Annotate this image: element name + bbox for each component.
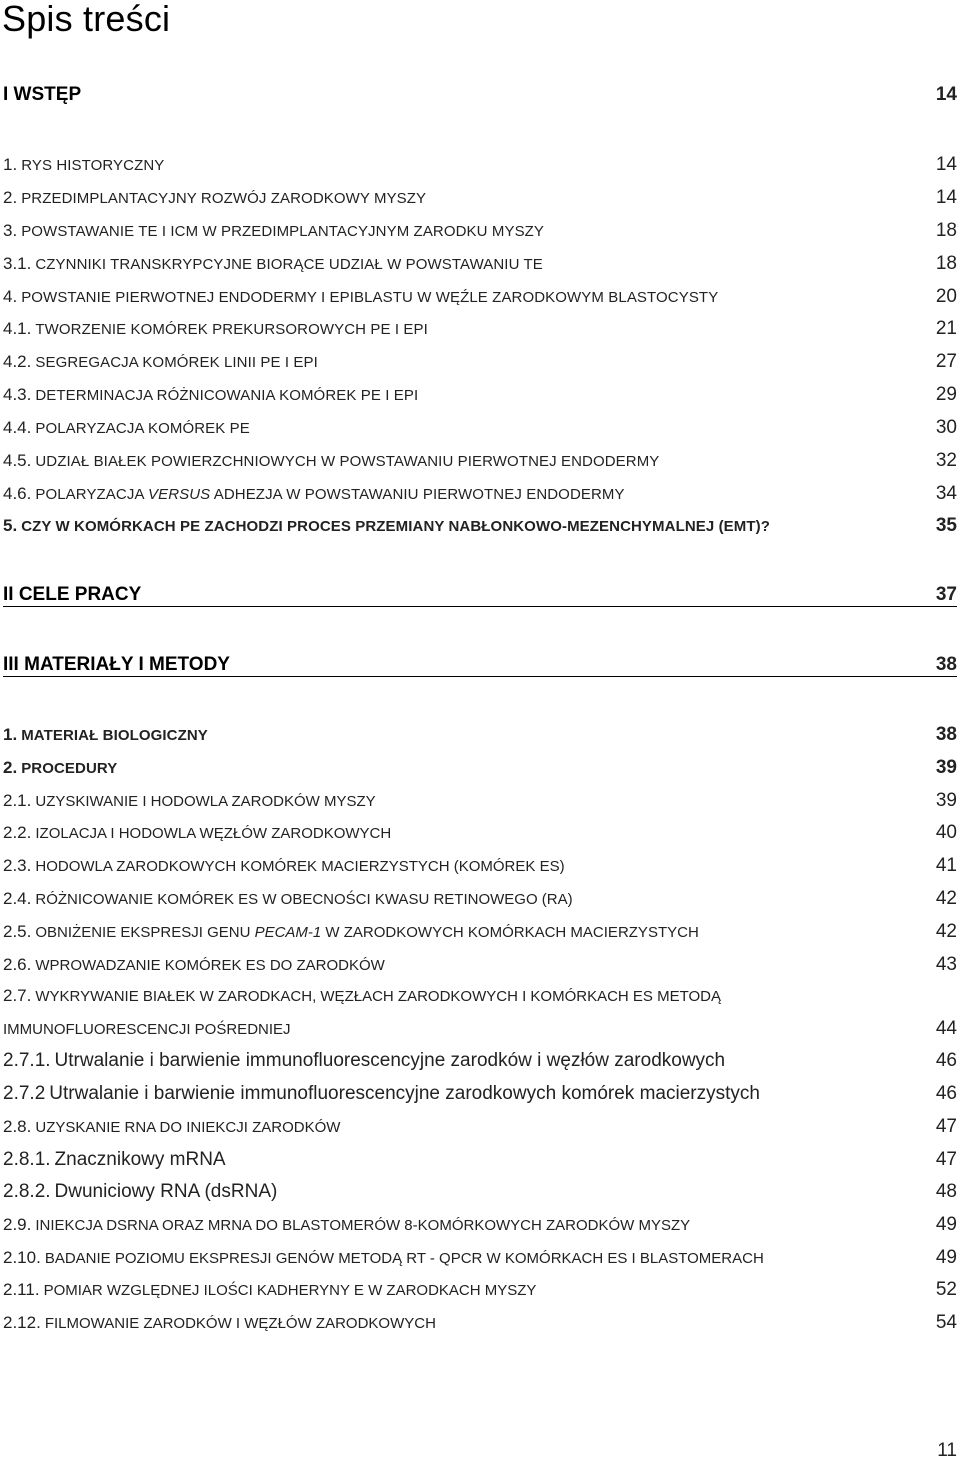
toc-part-3[interactable] — [3, 654, 957, 677]
toc-page-number: 14 — [935, 84, 957, 105]
toc-number: 2.6. — [3, 955, 32, 974]
toc-title: W ZARODKOWYCH KOMÓRKACH MACIERZYSTYCH — [321, 924, 699, 941]
toc-title: POLARYZACJA KOMÓREK PE — [35, 420, 250, 437]
toc-entry[interactable] — [3, 384, 957, 406]
toc-entry[interactable] — [3, 154, 957, 176]
toc-number: 4.6. — [3, 484, 32, 503]
toc-title: MATERIAŁ BIOLOGICZNY — [21, 727, 208, 744]
toc-number: 2.7. — [3, 986, 32, 1005]
toc-entry[interactable] — [3, 483, 957, 505]
toc-page-number: 54 — [935, 1312, 957, 1333]
toc-title: Znacznikowy mRNA — [54, 1149, 226, 1170]
toc-page-number: 21 — [935, 318, 957, 339]
toc-number: 2.2. — [3, 823, 32, 842]
toc-number: 4. — [3, 287, 18, 306]
toc-number: 2.9. — [3, 1215, 32, 1234]
toc-number: 2.8.1. — [3, 1149, 51, 1170]
toc-title: HODOWLA ZARODKOWYCH KOMÓREK MACIERZYSTYCH (KOMÓREK ES) — [35, 858, 565, 875]
toc-number: 2.3. — [3, 856, 32, 875]
toc-number: 1. — [3, 725, 18, 744]
toc-entry[interactable] — [3, 1279, 957, 1301]
toc-page-number: 43 — [935, 954, 957, 975]
toc-entry[interactable] — [3, 1181, 957, 1203]
toc-title: IZOLACJA I HODOWLA WĘZŁÓW ZARODKOWYCH — [35, 825, 392, 842]
toc-title: OBNIŻENIE EKSPRESJI GENU — [35, 924, 255, 941]
toc-entry[interactable] — [3, 318, 957, 340]
toc-entry[interactable] — [3, 855, 957, 877]
toc-entry[interactable] — [3, 757, 957, 779]
toc-entry[interactable] — [3, 1050, 957, 1072]
toc-page-number: 42 — [935, 888, 957, 909]
toc-page-number: 14 — [935, 187, 957, 208]
toc-title: RÓŻNICOWANIE KOMÓREK ES W OBECNOŚCI KWASU RETINOWEGO (RA) — [35, 891, 573, 908]
toc-page-number: 14 — [935, 154, 957, 175]
toc-title: ADHEZJA W POWSTAWANIU PIERWOTNEJ ENDODERMY — [210, 486, 625, 503]
toc-entry-continuation[interactable] — [3, 1018, 957, 1040]
page-title: Spis treści — [2, 0, 171, 39]
toc-part-label: I WSTĘP — [3, 84, 82, 105]
toc-page-number: 48 — [935, 1181, 957, 1202]
toc-entry[interactable] — [3, 822, 957, 844]
toc-title: BADANIE POZIOMU EKSPRESJI GENÓW METODĄ RT - QPCR W KOMÓRKACH ES I BLASTOMERACH — [44, 1250, 764, 1267]
toc-page-number: 37 — [935, 584, 957, 605]
toc-page-number: 20 — [935, 286, 957, 307]
toc-number: 4.3. — [3, 385, 32, 404]
toc-number: 2.4. — [3, 889, 32, 908]
toc-number: 3. — [3, 221, 18, 240]
toc-page-number: 32 — [935, 450, 957, 471]
toc-number: 4.5. — [3, 451, 32, 470]
toc-page-number: 41 — [935, 855, 957, 876]
toc-page-number: 47 — [935, 1116, 957, 1137]
toc-entry[interactable] — [3, 921, 957, 943]
toc-page-number: 34 — [935, 483, 957, 504]
page-number: 11 — [937, 1440, 957, 1461]
toc-title: Utrwalanie i barwienie immunofluorescencyjne zarodkowych komórek macierzystych — [49, 1083, 760, 1104]
toc-page-number: 29 — [935, 384, 957, 405]
toc-entry[interactable] — [3, 351, 957, 373]
toc-title: IMMUNOFLUORESCENCJI POŚREDNIEJ — [3, 1021, 291, 1038]
toc-entry[interactable] — [3, 1083, 957, 1105]
toc-number: 2.1. — [3, 791, 32, 810]
toc-page-number: 46 — [935, 1083, 957, 1104]
toc-page-number: 49 — [935, 1247, 957, 1268]
toc-page-number: 47 — [935, 1149, 957, 1170]
toc-page-number: 40 — [935, 822, 957, 843]
toc-number: 3.1. — [3, 254, 32, 273]
toc-title: INIEKCJA DSRNA ORAZ MRNA DO BLASTOMERÓW 8-KOMÓRKOWYCH ZARODKÓW MYSZY — [35, 1217, 691, 1234]
toc-entry[interactable] — [3, 954, 957, 976]
toc-title: CZYNNIKI TRANSKRYPCYJNE BIORĄCE UDZIAŁ W POWSTAWANIU TE — [35, 256, 543, 273]
toc-title: WPROWADZANIE KOMÓREK ES DO ZARODKÓW — [35, 957, 385, 974]
toc-entry[interactable] — [3, 724, 957, 746]
toc-number: 2.11. — [3, 1280, 40, 1299]
toc-number: 1. — [3, 155, 18, 174]
toc-number: 2.8.2. — [3, 1181, 51, 1202]
toc-entry[interactable] — [3, 286, 957, 308]
toc-part-label: II CELE PRACY — [3, 584, 142, 605]
toc-entry[interactable] — [3, 1312, 957, 1334]
toc-number: 2.8. — [3, 1117, 32, 1136]
toc-entry[interactable] — [3, 1247, 957, 1269]
toc-page-number: 35 — [935, 515, 957, 536]
toc-entry[interactable] — [3, 790, 957, 812]
toc-title: Dwuniciowy RNA (dsRNA) — [54, 1181, 278, 1202]
toc-entry[interactable] — [3, 220, 957, 242]
toc-title-italic: PECAM-1 — [254, 924, 322, 941]
toc-entry[interactable] — [3, 515, 957, 537]
toc-page-number: 18 — [935, 253, 957, 274]
toc-page-number: 46 — [935, 1050, 957, 1071]
toc-entry[interactable] — [3, 1149, 957, 1171]
toc-title: PRZEDIMPLANTACYJNY ROZWÓJ ZARODKOWY MYSZY — [21, 190, 427, 207]
toc-title: POWSTAWANIE TE I ICM W PRZEDIMPLANTACYJNYM ZARODKU MYSZY — [21, 223, 545, 240]
toc-entry[interactable] — [3, 986, 957, 1006]
toc-title: UZYSKANIE RNA DO INIEKCJI ZARODKÓW — [35, 1119, 341, 1136]
toc-title: CZY W KOMÓRKACH PE ZACHODZI PROCES PRZEMIANY NABŁONKOWO-MEZENCHYMALNEJ (EMT)? — [21, 518, 770, 535]
toc-title: WYKRYWANIE BIAŁEK W ZARODKACH, WĘZŁACH ZARODKOWYCH I KOMÓRKACH ES METODĄ — [35, 988, 721, 1005]
toc-page-number: 38 — [935, 654, 957, 675]
toc-number: 2. — [3, 188, 18, 207]
toc-page-number: 27 — [935, 351, 957, 372]
toc-title: FILMOWANIE ZARODKÓW I WĘZŁÓW ZARODKOWYCH — [44, 1315, 436, 1332]
toc-page-number: 18 — [935, 220, 957, 241]
toc-entry[interactable] — [3, 417, 957, 439]
toc-entry[interactable] — [3, 187, 957, 209]
toc-title: UZYSKIWANIE I HODOWLA ZARODKÓW MYSZY — [35, 793, 376, 810]
toc-title: POMIAR WZGLĘDNEJ ILOŚCI KADHERYNY E W ZARODKACH MYSZY — [43, 1282, 537, 1299]
toc-page-number: 39 — [935, 757, 957, 778]
toc-title: POWSTANIE PIERWOTNEJ ENDODERMY I EPIBLASTU W WĘŹLE ZARODKOWYM BLASTOCYSTY — [21, 289, 719, 306]
toc-page-number: 44 — [935, 1018, 957, 1039]
toc-title: POLARYZACJA — [35, 486, 148, 503]
toc-part-1[interactable] — [3, 84, 957, 106]
toc-number: 2.7.2 — [3, 1083, 46, 1104]
toc-number: 2. — [3, 758, 18, 777]
toc-page-number: 30 — [935, 417, 957, 438]
toc-entry[interactable] — [3, 888, 957, 910]
toc-number: 4.1. — [3, 319, 32, 338]
toc-number: 5. — [3, 516, 18, 535]
toc-title: UDZIAŁ BIAŁEK POWIERZCHNIOWYCH W POWSTAWANIU PIERWOTNEJ ENDODERMY — [35, 453, 660, 470]
toc-part-label: III MATERIAŁY I METODY — [3, 654, 230, 675]
toc-entry[interactable] — [3, 1214, 957, 1236]
toc-number: 4.4. — [3, 418, 32, 437]
toc-title: RYS HISTORYCZNY — [21, 157, 165, 174]
toc-page-number: 52 — [935, 1279, 957, 1300]
toc-title: TWORZENIE KOMÓREK PREKURSOROWYCH PE I EPI — [35, 321, 428, 338]
toc-number: 2.7.1. — [3, 1050, 51, 1071]
toc-number: 2.5. — [3, 922, 32, 941]
toc-page-number: 39 — [935, 790, 957, 811]
toc-number: 2.12. — [3, 1313, 41, 1332]
toc-entry[interactable] — [3, 450, 957, 472]
toc-number: 4.2. — [3, 352, 32, 371]
toc-title: Utrwalanie i barwienie immunofluorescencyjne zarodków i węzłów zarodkowych — [54, 1050, 726, 1071]
toc-title: DETERMINACJA RÓŻNICOWANIA KOMÓREK PE I EPI — [35, 387, 419, 404]
toc-title: SEGREGACJA KOMÓREK LINII PE I EPI — [35, 354, 318, 371]
toc-title-italic: VERSUS — [148, 486, 211, 503]
toc-page-number: 42 — [935, 921, 957, 942]
toc-title: PROCEDURY — [21, 760, 118, 777]
toc-number: 2.10. — [3, 1248, 41, 1267]
toc-page-number: 38 — [935, 724, 957, 745]
toc-entry[interactable] — [3, 1116, 957, 1138]
toc-entry[interactable] — [3, 253, 957, 275]
toc-page-number: 49 — [935, 1214, 957, 1235]
toc-part-2[interactable] — [3, 584, 957, 607]
